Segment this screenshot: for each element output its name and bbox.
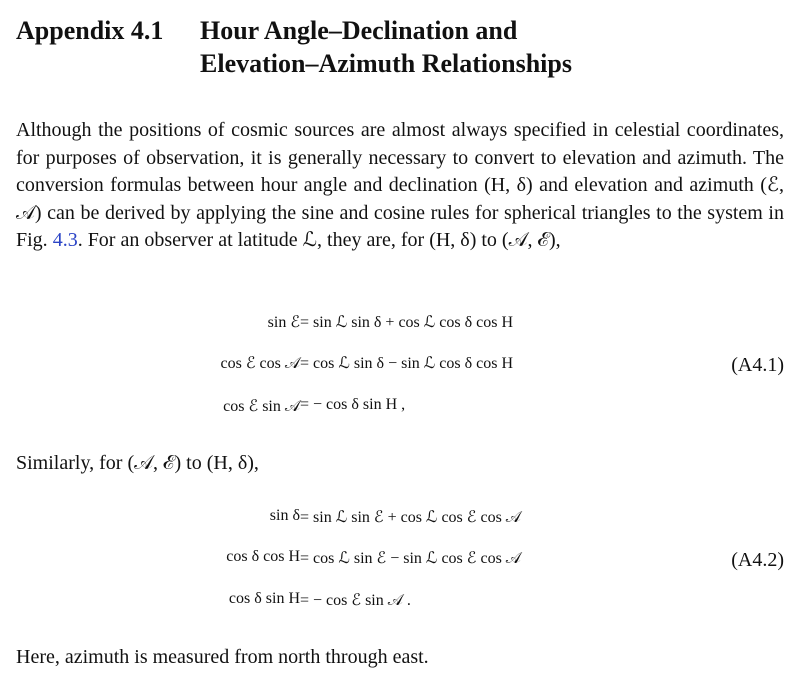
equation-rhs: = cos ℒ sin ℰ − sin ℒ cos ℰ cos 𝒜 xyxy=(300,550,521,567)
equation-row xyxy=(0,548,600,572)
similarly-paragraph: Similarly, for (𝒜, ℰ) to (H, δ), xyxy=(16,452,259,474)
figure-link[interactable]: 4.3 xyxy=(52,229,78,252)
equation-lhs: cos δ sin H xyxy=(228,590,300,607)
equation-row xyxy=(0,590,600,614)
equation-lhs: cos ℰ cos 𝒜 xyxy=(220,355,300,372)
equation-lhs: sin ℰ xyxy=(267,314,300,331)
appendix-title-line-2: Elevation–Azimuth Relationships xyxy=(200,49,572,78)
equation-lhs: sin δ xyxy=(269,507,300,524)
equation-rhs: = − cos δ sin H , xyxy=(300,396,406,413)
appendix-title-line-1: Hour Angle–Declination and xyxy=(200,16,518,45)
equation-row xyxy=(0,507,600,531)
closing-paragraph: Here, azimuth is measured from north through east. xyxy=(16,646,429,668)
appendix-number: Appendix 4.1 xyxy=(16,16,164,45)
equation-row xyxy=(0,312,600,336)
equation-rhs: = − cos ℰ sin 𝒜 . xyxy=(300,592,411,609)
equation-row xyxy=(0,396,600,420)
intro-text-start: Although the positions of cosmic sources are almost always specified in celestial coordinates, for purposes of observation, it is generally necessary to convert to elevation and azimuth. The conversion formulas between hour angle and declination (H, δ) and elevation and azimuth (ℰ, 𝒜) can be derived by applying the sine and cosine rules for spherical triangles to the system in Fig. xyxy=(16,119,784,252)
equation-rhs: = cos ℒ sin δ − sin ℒ cos δ cos H xyxy=(300,355,514,372)
equation-row xyxy=(0,353,600,377)
appendix-title xyxy=(200,14,572,80)
equation-rhs: = sin ℒ sin δ + cos ℒ cos δ cos H xyxy=(300,314,514,331)
equation-label: (A4.1) xyxy=(731,354,784,376)
intro-text-end: . For an observer at latitude ℒ, they are, for (H, δ) to (𝒜, ℰ), xyxy=(77,229,561,252)
equation-lhs: cos ℰ sin 𝒜 xyxy=(223,398,300,415)
intro-paragraph xyxy=(16,117,784,255)
equation-rhs: = sin ℒ sin ℰ + cos ℒ cos ℰ cos 𝒜 xyxy=(300,509,521,526)
equation-label: (A4.2) xyxy=(731,549,784,571)
equation-lhs: cos δ cos H xyxy=(226,548,300,565)
